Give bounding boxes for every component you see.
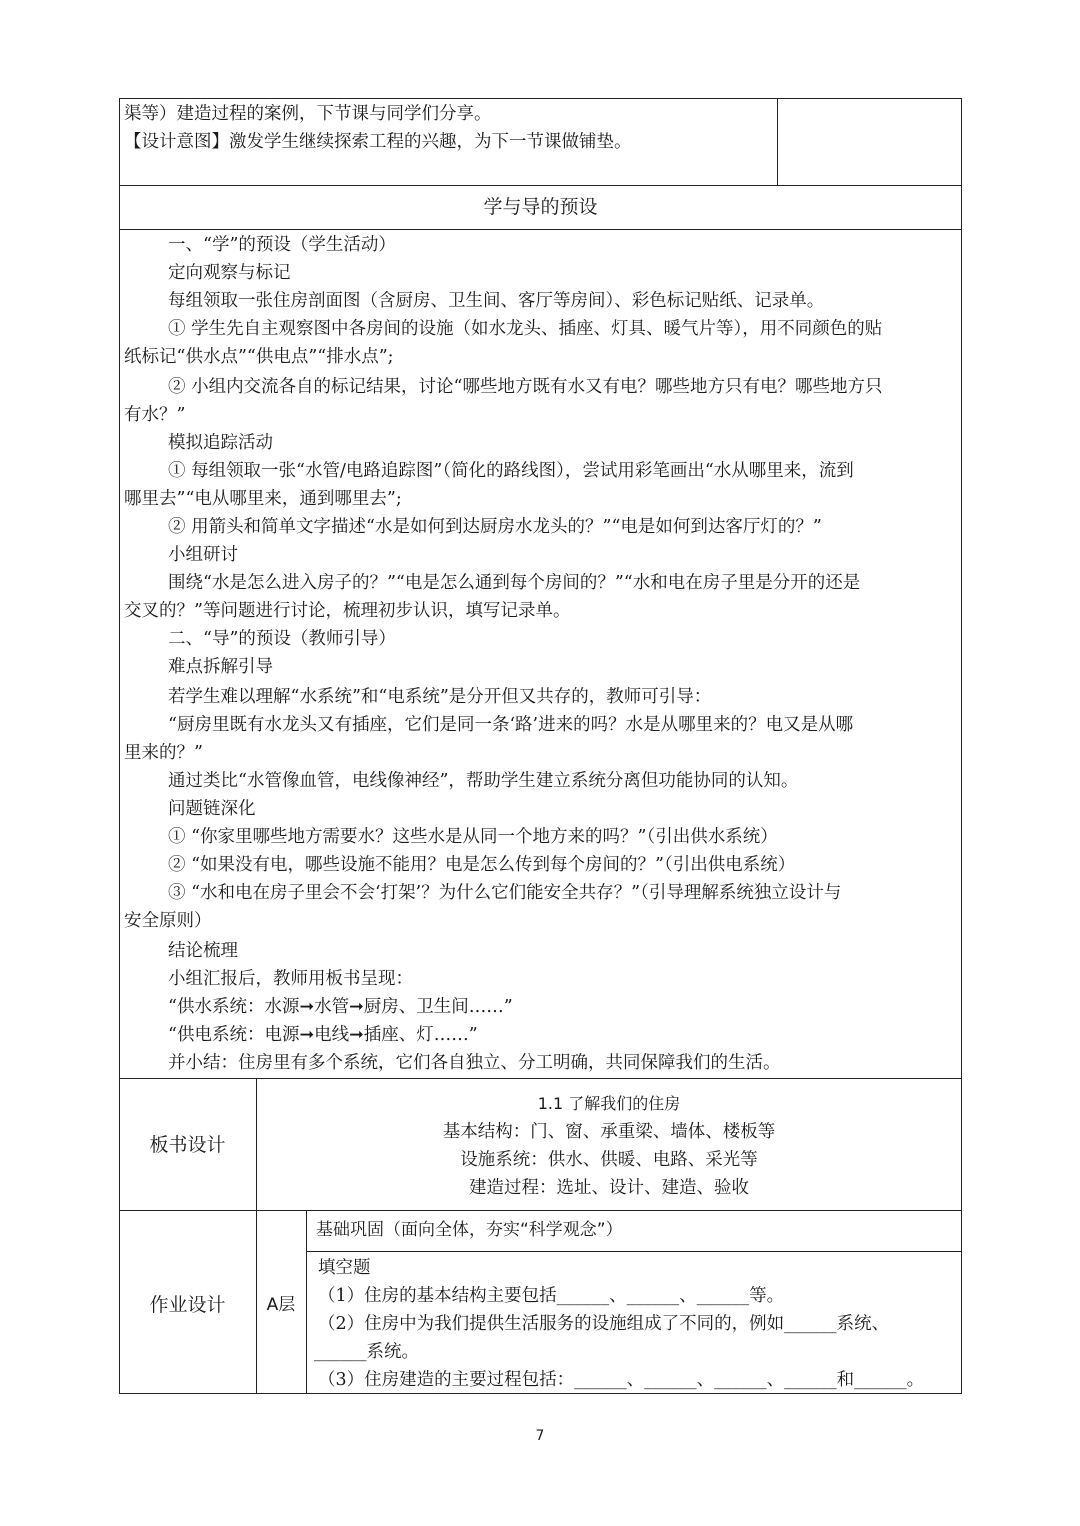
paragraph-1: 每组领取一张住房剖面图（含厨房、卫生间、客厅等房间）、彩色标记贴纸、记录单。 [168, 291, 825, 311]
paragraph-8b: 里来的？” [124, 743, 203, 763]
row-divider-board [119, 1078, 962, 1079]
row-divider-homework [119, 1210, 962, 1211]
paragraph-2a: ① 学生先自主观察图中各房间的设施（如水龙头、插座、灯具、暖气片等），用不同颜色的贴 [168, 319, 883, 339]
question-3a: ③ “水和电在房子里会不会‘打架’？为什么它们能安全共存？”（引导理解系统独立设计与 [168, 883, 842, 903]
design-intent-line: 【设计意图】激发学生继续探索工程的兴趣，为下一节课做铺垫。 [124, 132, 632, 152]
homework-design-label: 作业设计 [149, 1294, 226, 1316]
question-type: 填空题 [318, 1258, 371, 1278]
paragraph-8a: “厨房里既有水龙头又有插座，它们是同一条‘路’进来的吗？水是从哪里来的？电又是从哪 [168, 715, 854, 735]
subheading-question-chain: 问题链深化 [168, 799, 256, 819]
paragraph-3a: ② 小组内交流各自的标记结果，讨论“哪些地方既有水又有电？哪些地方只有电？哪些地方只 [168, 377, 883, 397]
paragraph-4a: ① 每组领取一张“水管/电路追踪图”（简化的路线图），尝试用彩笔画出“水从哪里来，流到 [168, 461, 854, 481]
level-column-divider [306, 1210, 307, 1394]
fill-blank-1: （1）住房的基本结构主要包括______、______、______等。 [318, 1286, 785, 1306]
paragraph-3b: 有水？” [124, 405, 186, 425]
row-divider-top [119, 185, 962, 186]
paragraph-2b: 纸标记“供水点”“供电点”“排水点”; [124, 347, 394, 367]
question-3b: 安全原则） [124, 911, 212, 931]
subheading-difficulty: 难点拆解引导 [168, 657, 273, 677]
board-title: 1.1 了解我们的住房 [537, 1094, 681, 1113]
fill-blank-2a: （2）住房中为我们提供生活服务的设施组成了不同的，例如______系统、 [318, 1314, 890, 1334]
paragraph-6a: 围绕“水是怎么进入房子的？”“电是怎么通到每个房间的？”“水和电在房子里是分开的还是 [168, 573, 861, 593]
paragraph-10: 小组汇报后，教师用板书呈现： [168, 969, 413, 989]
top-line-1: 渠等）建造过程的案例，下节课与同学们分享。 [124, 104, 492, 124]
fill-blank-2b: ______系统。 [314, 1342, 419, 1362]
power-system-line: “供电系统：电源➞电线➞插座、灯……” [168, 1025, 478, 1045]
board-line-1: 基本结构：门、窗、承重梁、墙体、楼板等 [442, 1122, 776, 1142]
homework-heading-divider [306, 1251, 962, 1252]
paragraph-9: 通过类比“水管像血管，电线像神经”，帮助学生建立系统分离但功能协同的认知。 [168, 771, 799, 791]
row-divider-preset-header [119, 229, 962, 230]
paragraph-7: 若学生难以理解“水系统”和“电系统”是分开但又共存的，教师可引导： [168, 687, 712, 707]
part2-title: 二、“导”的预设（教师引导） [168, 629, 396, 649]
subheading-discuss: 小组研讨 [168, 545, 238, 565]
paragraph-4b: 哪里去”“电从哪里来，通到哪里去”; [124, 489, 402, 509]
paragraph-6b: 交叉的？”等问题进行讨论，梳理初步认识，填写记录单。 [124, 601, 571, 621]
board-design-label: 板书设计 [149, 1134, 226, 1156]
fill-blank-3: （3）住房建造的主要过程包括：______、______、______、______和______。 [318, 1370, 925, 1390]
page-number: 7 [535, 1428, 545, 1444]
level-a-label: A层 [266, 1295, 296, 1315]
water-system-line: “供水系统：水源➞水管➞厨房、卫生间……” [168, 997, 513, 1017]
question-1: ① “你家里哪些地方需要水？这些水是从同一个地方来的吗？”（引出供水系统） [168, 827, 778, 847]
subheading-trace: 模拟追踪活动 [168, 433, 273, 453]
subheading-observe: 定向观察与标记 [168, 263, 291, 283]
part1-title: 一、“学”的预设（学生活动） [168, 235, 396, 255]
subheading-conclusion: 结论梳理 [168, 941, 238, 961]
summary-line: 并小结：住房里有多个系统，它们各自独立、分工明确，共同保障我们的生活。 [168, 1053, 781, 1073]
preset-header: 学与导的预设 [483, 196, 598, 218]
question-2: ② “如果没有电，哪些设施不能用？电是怎么传到每个房间的？”（引出供电系统） [168, 855, 796, 875]
board-line-2: 设施系统：供水、供暖、电路、采光等 [460, 1150, 758, 1170]
paragraph-5: ② 用箭头和简单文字描述“水是如何到达厨房水龙头的？”“电是如何到达客厅灯的？” [168, 517, 822, 537]
homework-heading: 基础巩固（面向全体，夯实“科学观念”） [316, 1220, 623, 1240]
top-right-column-divider [777, 98, 778, 185]
board-line-3: 建造过程：选址、设计、建造、验收 [469, 1178, 749, 1198]
